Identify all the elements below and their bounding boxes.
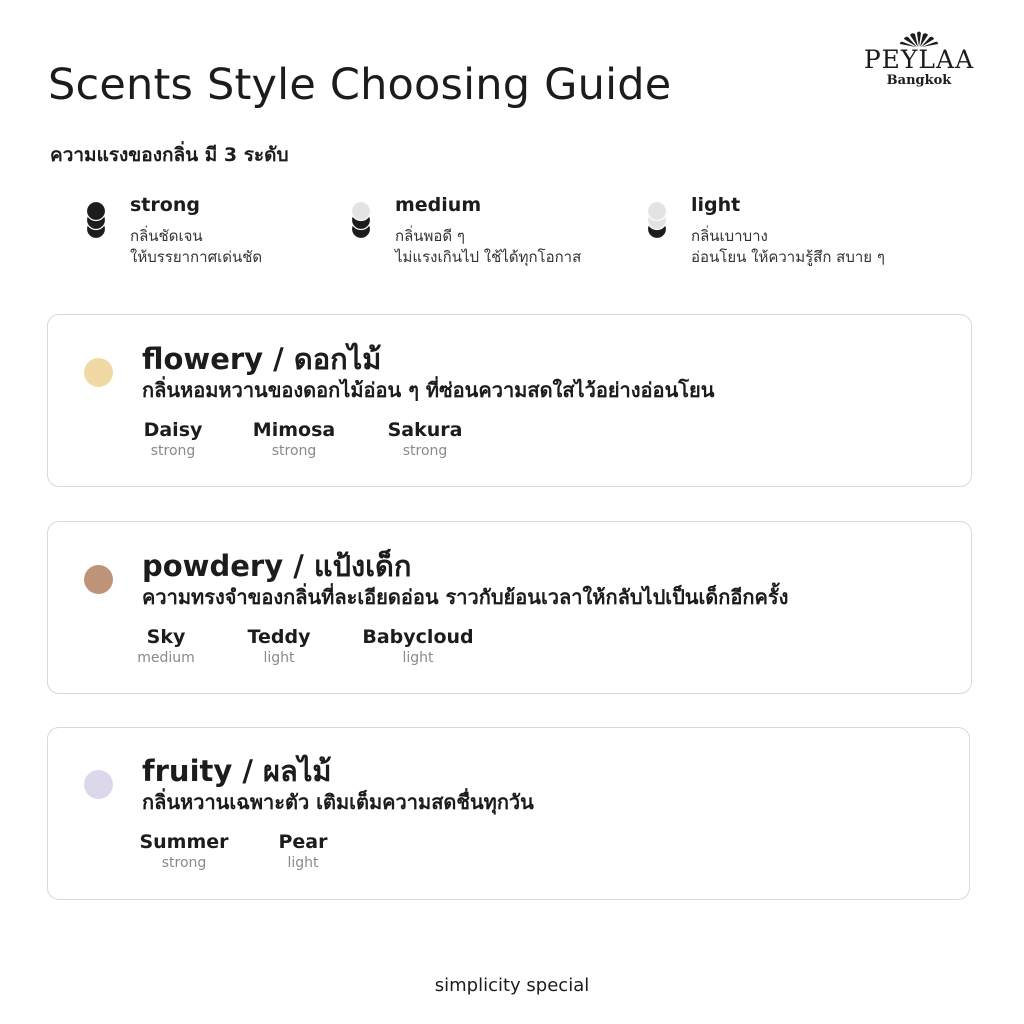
flowery-swatch (84, 358, 113, 387)
legend-desc (395, 226, 581, 268)
category-title: powdery / แป้งเด็ก (142, 549, 412, 583)
scent-item (253, 418, 335, 460)
legend-name: medium (395, 194, 482, 216)
brand-city: Bangkok (886, 73, 952, 88)
scent-name: Sakura (387, 419, 463, 441)
category-desc: กลิ่นหวานเฉพาะตัว เติมเต็มความสดชื่นทุกวัน (142, 790, 534, 814)
scent-level: light (287, 855, 319, 871)
legend-desc-line: กลิ่นเบาบาง (691, 227, 768, 245)
powdery-swatch (84, 565, 113, 594)
legend-desc (691, 226, 885, 268)
brand-logo (862, 30, 976, 88)
scent-item (278, 830, 327, 872)
strength-medium-icon (351, 199, 375, 243)
legend-desc-line: กลิ่นชัดเจน (130, 227, 203, 245)
scent-name: Babycloud (362, 626, 474, 648)
scent-item (248, 625, 311, 667)
legend-desc-line: กลิ่นพอดี ๆ (395, 227, 465, 245)
scent-name: Mimosa (252, 419, 336, 441)
scent-level: strong (161, 855, 207, 871)
scent-level: strong (402, 443, 448, 459)
category-card-fruity (47, 727, 970, 900)
legend-desc-line: อ่อนโยน ให้ความรู้สึก สบาย ๆ (691, 248, 885, 266)
footer-tagline: simplicity special (434, 975, 590, 996)
scent-item (362, 625, 473, 667)
strength-light-icon (647, 199, 671, 243)
page-title: Scents Style Choosing Guide (48, 60, 672, 110)
legend-name: light (691, 194, 741, 216)
scent-name: Sky (146, 626, 186, 648)
scent-name: Daisy (143, 419, 203, 441)
scent-name: Teddy (247, 626, 311, 648)
strength-strong-icon (86, 199, 110, 243)
levels-heading: ความแรงของกลิ่น มี 3 ระดับ (50, 144, 289, 166)
legend-desc-line: ให้บรรยากาศเด่นชัด (130, 248, 263, 266)
category-desc: ความทรงจำของกลิ่นที่ละเอียดอ่อน ราวกับย้อนเวลาให้กลับไปเป็นเด็กอีกครั้ง (142, 585, 789, 609)
category-desc: กลิ่นหอมหวานของดอกไม้อ่อน ๆ ที่ซ่อนความสดใสไว้อย่างอ่อนโยน (142, 378, 715, 402)
fruity-swatch (84, 770, 113, 799)
scent-level: strong (271, 443, 317, 459)
scent-item (139, 830, 228, 872)
brand-name: PEYLAA (863, 45, 975, 74)
category-card-flowery (47, 314, 972, 487)
scent-item (388, 418, 463, 460)
scent-name: Pear (278, 831, 328, 853)
legend-name: strong (130, 194, 200, 216)
category-card-powdery (47, 521, 972, 694)
scent-item (137, 625, 195, 667)
scent-level: light (402, 650, 434, 666)
scent-level: light (263, 650, 295, 666)
category-title: fruity / ผลไม้ (142, 754, 332, 788)
scent-name: Summer (139, 831, 229, 853)
scent-level: strong (150, 443, 196, 459)
legend-desc (130, 226, 262, 268)
legend-desc-line: ไม่แรงเกินไป ใช้ได้ทุกโอกาส (395, 248, 582, 266)
scent-item (144, 418, 203, 460)
scent-level: medium (137, 650, 195, 666)
category-title: flowery / ดอกไม้ (142, 342, 382, 376)
